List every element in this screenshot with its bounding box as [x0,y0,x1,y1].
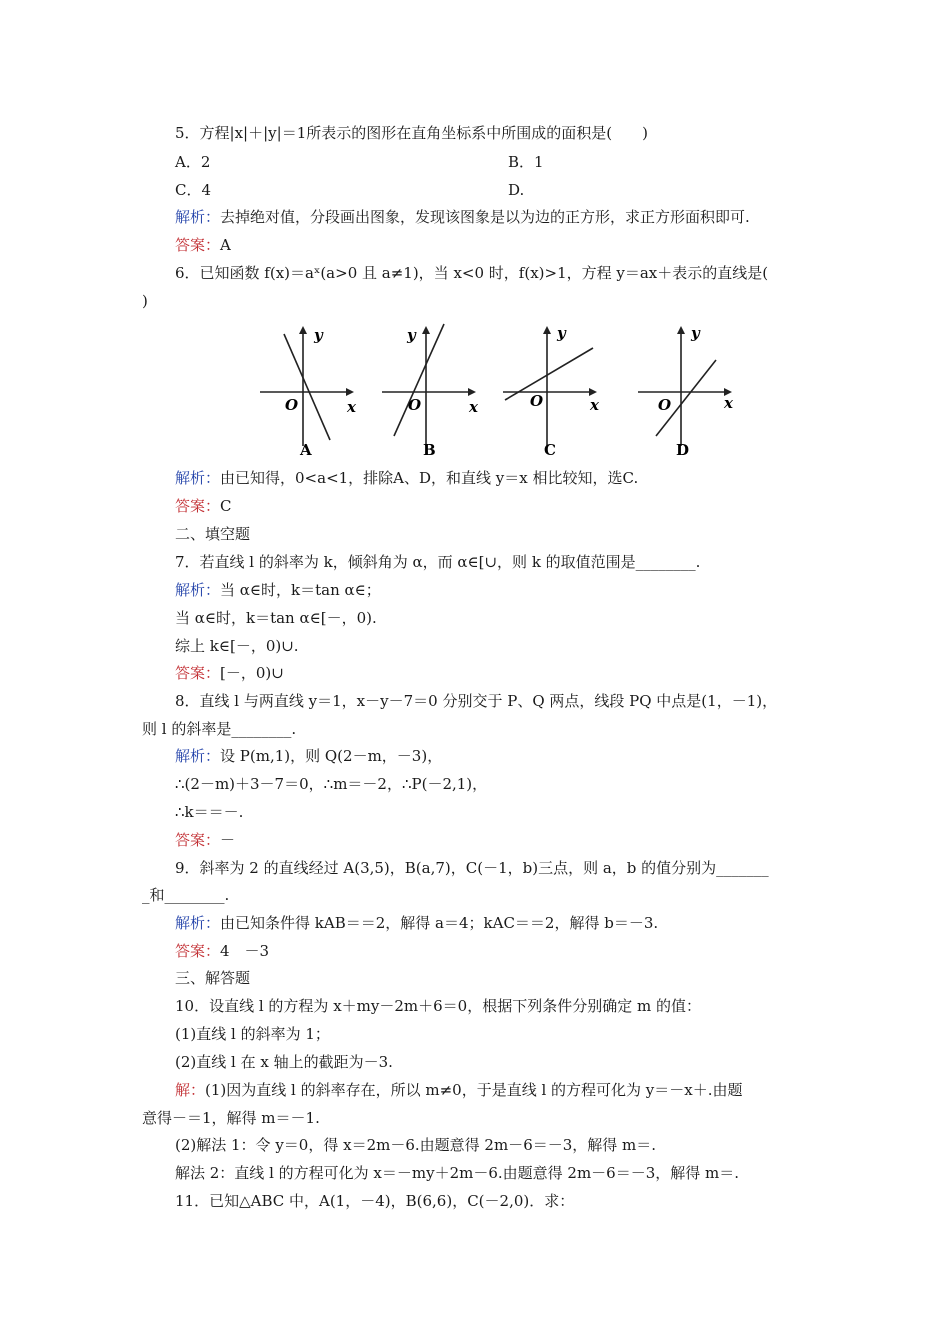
q5-answer [175,235,231,255]
y-arrow [677,326,685,334]
solution-text: (1)因为直线 l 的斜率存在，所以 m≠0，于是直线 l 的方程可化为 y＝－x＋.由题 [205,1081,743,1099]
section-fill-in: 二、填空题 [175,525,251,543]
answer-text: [－，0)∪ [220,664,284,682]
section-answer: 三、解答题 [175,969,251,987]
q6-solution [175,468,638,488]
y-axis-label: y [407,326,416,344]
graph-line [394,324,444,436]
q10-solution [175,1080,743,1100]
graph-options [258,318,738,463]
answer-text: 4 －3 [220,942,270,960]
question-8: 8．直线 l 与两直线 y＝1，x－y－7＝0 分别交于 P、Q 两点，线段 PQ 中点是(1，－1)， [175,692,778,710]
y-axis-label: y [691,324,700,342]
x-arrow [468,388,476,396]
origin-label: O [285,396,299,414]
question-5: 5．方程|x|＋|y|＝1所表示的图形在直角坐标系中所围成的面积是( ) [175,124,648,142]
graph-label: C [544,441,556,459]
y-axis-label: y [314,326,323,344]
x-axis-label: x [724,394,733,412]
q10-solution-line4: 解法 2：直线 l 的方程可化为 x＝－my＋2m－6.由题意得 2m－6＝－3，解得 m＝. [175,1164,740,1182]
q8-solution-line3: ∴k＝＝－. [175,803,244,821]
option-b: B．1 [508,153,544,171]
question-6-cont: ) [142,292,148,310]
y-arrow [299,326,307,334]
q10-part1: (1)直线 l 的斜率为 1； [175,1025,330,1043]
answer-label: 答案： [175,664,221,682]
answer-label: 答案： [175,236,221,254]
answer-label: 答案： [175,942,221,960]
y-axis-label: y [557,324,566,342]
solution-label: 解析： [175,208,221,226]
y-arrow [543,326,551,334]
graph-line [284,334,330,440]
origin-label: O [408,396,422,414]
q7-solution-line3: 综上 k∈[－，0)∪. [175,637,299,655]
answer-label: 答案： [175,831,221,849]
q10-part2: (2)直线 l 在 x 轴上的截距为－3. [175,1053,393,1071]
graph-label: B [423,441,436,459]
option-a: A．2 [175,153,211,171]
q7-answer [175,663,284,683]
question-6: 6．已知函数 f(x)＝aˣ(a>0 且 a≠1)，当 x<0 时，f(x)>1，方程 y＝ax＋表示的直线是( [175,264,769,282]
graph-b [380,318,485,463]
graph-d [636,318,741,463]
x-axis-label: x [469,398,478,416]
solution-label: 解析： [175,747,221,765]
q8-solution [175,746,442,766]
question-8-cont: 则 l 的斜率是________. [142,720,297,738]
solution-label: 解析： [175,469,221,487]
solution-label: 解析： [175,914,221,932]
answer-text: － [220,831,236,849]
solution-text: 当 α∈时，k＝tan α∈； [220,581,381,599]
x-arrow [589,388,597,396]
x-axis-label: x [347,398,356,416]
solution-label: 解析： [175,581,221,599]
question-9: 9．斜率为 2 的直线经过 A(3,5)，B(a,7)，C(－1，b)三点，则 a，b 的值分别为_______ [175,859,769,877]
q8-answer [175,830,235,850]
question-11: 11．已知△ABC 中，A(1，－4)，B(6,6)，C(－2,0)．求： [175,1192,575,1210]
q10-solution-line2: 意得－＝1，解得 m＝－1. [142,1109,320,1127]
q9-answer [175,941,269,961]
solution-label: 解： [175,1081,206,1099]
question-7: 7．若直线 l 的斜率为 k，倾斜角为 α，而 α∈[∪，则 k 的取值范围是________. [175,553,701,571]
q6-answer [175,496,232,516]
origin-label: O [530,392,544,410]
solution-text: 去掉绝对值，分段画出图象，发现该图象是以为边的正方形，求正方形面积即可. [220,208,750,226]
graph-label: A [300,441,312,459]
answer-text: A [220,236,231,254]
question-10: 10．设直线 l 的方程为 x＋my－2m＋6＝0，根据下列条件分别确定 m 的值： [175,997,701,1015]
origin-label: O [658,396,672,414]
y-arrow [422,326,430,334]
answer-text: C [220,497,232,515]
option-d: D. [508,181,525,199]
x-axis-label: x [590,396,599,414]
solution-text: 由已知得，0<a<1，排除A、D，和直线 y＝x 相比较知，选C. [220,469,639,487]
graph-c [501,318,606,463]
graph-label: D [676,441,690,459]
question-9-cont: _和________. [142,886,230,904]
q8-solution-line2: ∴(2－m)＋3－7＝0，∴m＝－2，∴P(－2,1)， [175,775,488,793]
solution-text: 由已知条件得 kAB＝＝2，解得 a＝4；kAC＝＝2，解得 b＝－3. [220,914,659,932]
x-arrow [346,388,354,396]
option-c: C．4 [175,181,212,199]
answer-label: 答案： [175,497,221,515]
q10-solution-line3: (2)解法 1：令 y＝0，得 x＝2m－6.由题意得 2m－6＝－3，解得 m＝. [175,1136,657,1154]
q7-solution-line2: 当 α∈时，k＝tan α∈[－，0). [175,609,377,627]
q5-solution [175,207,750,227]
q9-solution [175,913,658,933]
graph-a [258,318,363,463]
q7-solution [175,580,381,600]
solution-text: 设 P(m,1)，则 Q(2－m，－3)， [220,747,443,765]
